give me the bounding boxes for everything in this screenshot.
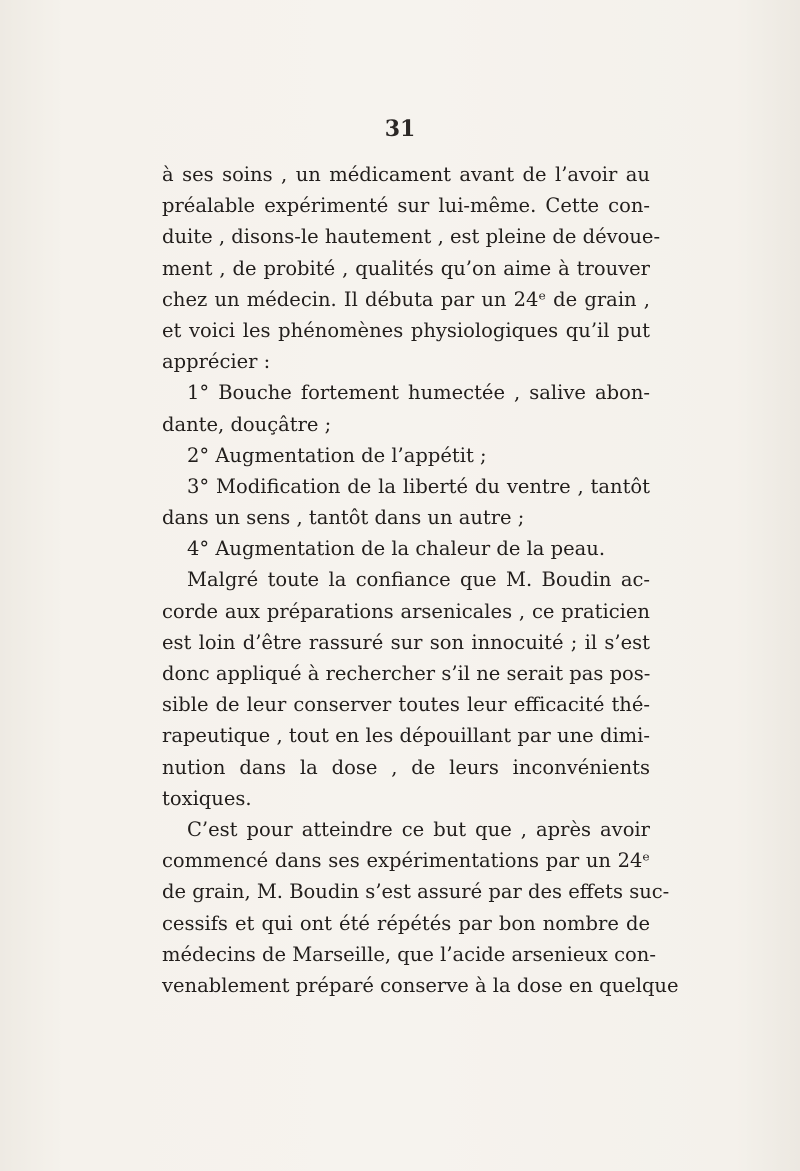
text-line: 2° Augmentation de l’appétit ; — [187, 443, 487, 467]
text-line: dans un sens , tantôt dans un autre ; — [162, 506, 525, 530]
text-line: apprécier : — [162, 350, 271, 374]
text-line: duite , disons-le hautement , est pleine de dévoue- — [162, 225, 661, 249]
text-line: commencé dans ses expérimentations par un 24ᵉ — [162, 849, 650, 873]
text-line: Malgré toute la confiance que M. Boudin ac- — [187, 568, 650, 592]
text-line: sible de leur conserver toutes leur efficacité thé- — [162, 693, 650, 717]
text-line: dante, douçâtre ; — [162, 412, 332, 436]
text-line: préalable expérimenté sur lui-même. Cette con- — [162, 194, 650, 218]
text-line: rapeutique , tout en les dépouillant par une dimi- — [162, 724, 650, 748]
text-line: est loin d’être rassuré sur son innocuité ; il s’est — [162, 630, 650, 654]
text-line: 3° Modification de la liberté du ventre , tantôt — [187, 474, 650, 498]
text-line: nution dans la dose , de leurs inconvénients — [162, 755, 650, 779]
text-line: donc appliqué à rechercher s’il ne serait pas pos- — [162, 662, 651, 685]
text-line: C’est pour atteindre ce but que , après avoir — [187, 817, 650, 841]
text-line: venablement préparé conserve à la dose en quelque — [162, 973, 679, 997]
text-line: 1° Bouche fortement humectée , salive abon- — [187, 381, 650, 405]
text-line: et voici les phénomènes physiologiques qu’il put — [162, 318, 650, 342]
body-text — [162, 159, 679, 1001]
page-number: 31 — [384, 116, 416, 142]
text-line: 4° Augmentation de la chaleur de la peau. — [187, 537, 606, 561]
text-line: ment , de probité , qualités qu’on aime à trouver — [162, 256, 650, 280]
text-line: médecins de Marseille, que l’acide arsenieux con- — [162, 942, 656, 966]
text-line: de grain, M. Boudin s’est assuré par des effets suc- — [162, 880, 670, 904]
text-line: corde aux préparations arsenicales , ce praticien — [162, 599, 650, 623]
text-line: toxiques. — [162, 786, 252, 810]
text-line: à ses soins , un médicament avant de l’avoir au — [162, 163, 650, 186]
text-line: chez un médecin. Il débuta par un 24ᵉ de grain , — [162, 287, 650, 311]
text-line: cessifs et qui ont été répétés par bon nombre de — [162, 911, 650, 935]
